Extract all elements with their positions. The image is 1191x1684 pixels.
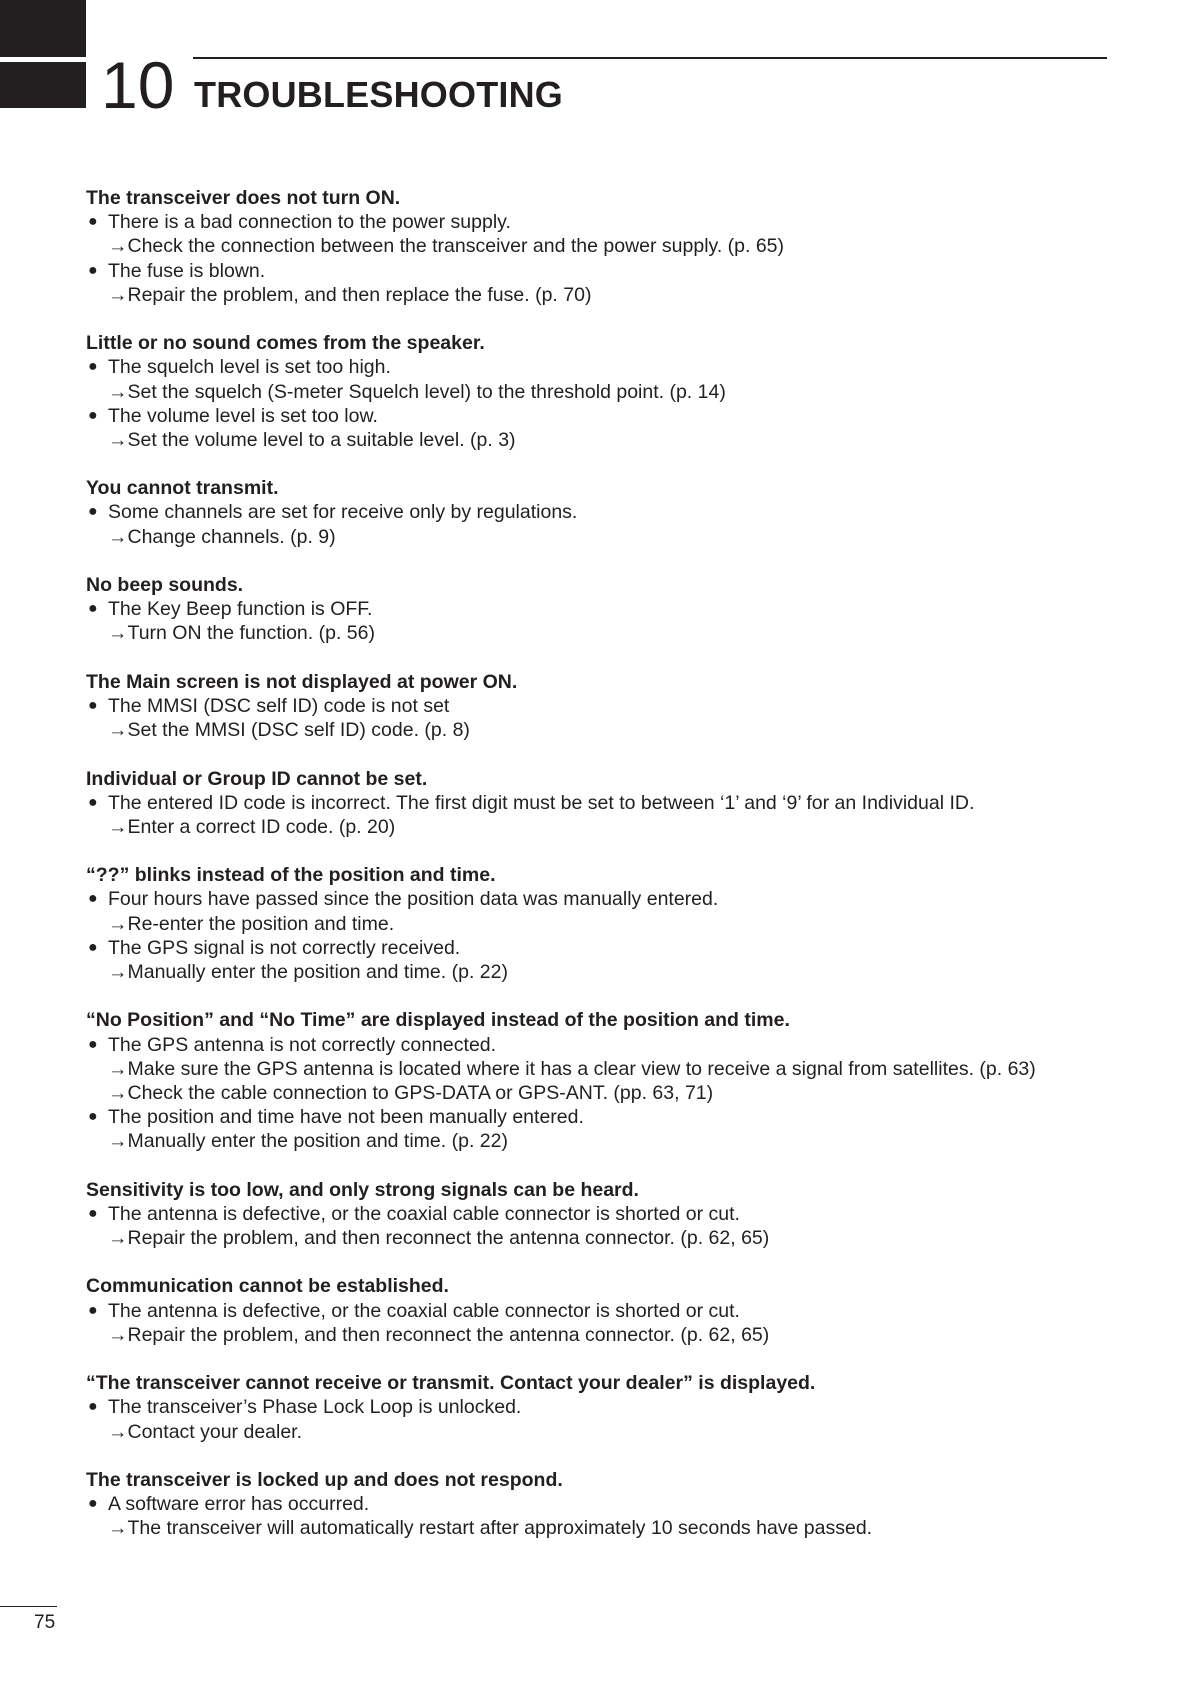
section-gap [86, 307, 1126, 331]
bullet-icon: ● [88, 406, 98, 424]
issue-title: No beep sounds. [86, 574, 244, 596]
section-gap [86, 1250, 1126, 1274]
bullet-icon: ● [88, 1108, 98, 1126]
cause-item [86, 887, 1126, 911]
remedy-text: →Manually enter the position and time. (p. 22) [108, 961, 508, 983]
cause-text: The antenna is defective, or the coaxial cable connector is shorted or cut. [108, 1202, 740, 1225]
chapter-title: TROUBLESHOOTING [194, 74, 563, 115]
remedy-text: →Set the volume level to a suitable level. (p. 3) [108, 428, 516, 451]
section-gap [86, 646, 1126, 670]
section-gap [86, 1444, 1126, 1468]
bullet-icon: ● [88, 1398, 98, 1416]
remedy-text: →Enter a correct ID code. (p. 20) [108, 815, 396, 838]
cause-text: The GPS signal is not correctly received. [108, 936, 461, 959]
cause-text: The transceiver’s Phase Lock Loop is unlocked. [108, 1396, 522, 1419]
issue-title: Communication cannot be established. [86, 1275, 449, 1298]
bullet-icon: ● [88, 213, 98, 231]
cause-text: The volume level is set too low. [108, 404, 378, 427]
remedy-text: →Make sure the GPS antenna is located where it has a clear view to receive a signal from satellites. (p. 63) [108, 1057, 1036, 1080]
cause-text: There is a bad connection to the power supply. [108, 211, 511, 234]
remedy-text: →Set the MMSI (DSC self ID) code. (p. 8) [108, 719, 470, 742]
remedy-text: →Repair the problem, and then reconnect the antenna connector. (p. 62, 65) [108, 1323, 770, 1346]
cause-item [86, 1033, 1126, 1057]
cause-item [86, 791, 1126, 815]
bullet-icon: ● [88, 938, 98, 956]
chapter-tab-bottom [0, 62, 86, 108]
cause-item [86, 1202, 1126, 1226]
bullet-icon: ● [88, 358, 98, 376]
remedy-text: →Contact your dealer. [108, 1420, 303, 1443]
troubleshooting-section [86, 1468, 1126, 1541]
chapter-tab-top [0, 0, 86, 57]
cause-text: The squelch level is set too high. [108, 356, 391, 379]
section-gap [86, 839, 1126, 863]
issue-title: Individual or Group ID cannot be set. [86, 767, 428, 790]
cause-item [86, 259, 1126, 283]
issue-title: The transceiver does not turn ON. [86, 187, 401, 209]
issue-title: “The transceiver cannot receive or transmit. Contact your dealer” is displayed. [86, 1372, 816, 1395]
issue-title: The Main screen is not displayed at power ON. [86, 670, 518, 693]
page-number: 75 [34, 1612, 56, 1633]
troubleshooting-section [86, 573, 1126, 646]
section-gap [86, 549, 1126, 573]
troubleshooting-section [86, 1008, 1126, 1153]
cause-text: The Key Beep function is OFF. [108, 598, 373, 621]
cause-item [86, 1299, 1126, 1323]
troubleshooting-section [86, 476, 1126, 549]
section-gap [86, 452, 1126, 476]
troubleshooting-section [86, 1178, 1126, 1251]
section-gap [86, 1347, 1126, 1371]
issue-title: The transceiver is locked up and does not respond. [86, 1468, 563, 1491]
footer-rule [0, 1606, 57, 1607]
bullet-icon: ● [88, 1301, 98, 1319]
bullet-icon: ● [88, 1035, 98, 1053]
cause-item [86, 694, 1126, 718]
troubleshooting-section [86, 670, 1126, 743]
troubleshooting-section [86, 863, 1126, 984]
remedy-text: →Turn ON the function. (p. 56) [108, 622, 375, 645]
bullet-icon: ● [88, 890, 98, 908]
troubleshooting-list [86, 186, 1126, 1541]
remedy-text: →Check the cable connection to GPS-DATA or GPS-ANT. (pp. 63, 71) [108, 1081, 714, 1104]
cause-text: Four hours have passed since the position data was manually entered. [108, 888, 719, 911]
troubleshooting-section [86, 186, 1126, 307]
cause-item [86, 210, 1126, 234]
cause-text: The position and time have not been manually entered. [108, 1106, 584, 1129]
cause-item [86, 1105, 1126, 1129]
cause-item [86, 500, 1126, 524]
cause-text: Some channels are set for receive only by regulations. [108, 501, 578, 524]
remedy-text: →Repair the problem, and then replace the fuse. (p. 70) [108, 283, 592, 306]
remedy-text: →Manually enter the position and time. (p. 22) [108, 1130, 508, 1153]
issue-title: Little or no sound comes from the speaker. [86, 332, 485, 355]
troubleshooting-section [86, 1274, 1126, 1347]
issue-title: You cannot transmit. [86, 477, 279, 500]
remedy-text: →The transceiver will automatically restart after approximately 10 seconds have passed. [108, 1517, 873, 1540]
bullet-icon: ● [88, 261, 98, 279]
cause-text: The antenna is defective, or the coaxial cable connector is shorted or cut. [108, 1299, 740, 1322]
bullet-icon: ● [88, 793, 98, 811]
cause-text: The MMSI (DSC self ID) code is not set [108, 694, 450, 717]
bullet-icon: ● [88, 696, 98, 714]
bullet-icon: ● [88, 503, 98, 521]
section-gap [86, 742, 1126, 766]
bullet-icon: ● [88, 1204, 98, 1222]
issue-title: “No Position” and “No Time” are displayed instead of the position and time. [86, 1009, 790, 1032]
issue-title: Sensitivity is too low, and only strong signals can be heard. [86, 1178, 639, 1201]
cause-text: The entered ID code is incorrect. The first digit must be set to between ‘1’ and ‘9’ for an Individual ID. [108, 791, 975, 814]
cause-text: The fuse is blown. [108, 259, 266, 282]
remedy-text: →Repair the problem, and then reconnect the antenna connector. (p. 62, 65) [108, 1227, 770, 1250]
bullet-icon: ● [88, 1495, 98, 1513]
cause-item [86, 936, 1126, 960]
section-gap [86, 1154, 1126, 1178]
remedy-text: →Re-enter the position and time. [108, 912, 395, 935]
cause-item [86, 1395, 1126, 1419]
cause-text: The GPS antenna is not correctly connected. [108, 1033, 497, 1056]
chapter-number: 10 [101, 48, 175, 122]
remedy-text: →Check the connection between the transceiver and the power supply. (p. 65) [108, 235, 785, 258]
troubleshooting-section [86, 1371, 1126, 1444]
cause-item [86, 355, 1126, 379]
bullet-icon: ● [88, 600, 98, 618]
cause-item [86, 597, 1126, 621]
issue-title: “??” blinks instead of the position and time. [86, 864, 496, 887]
troubleshooting-section [86, 767, 1126, 840]
section-gap [86, 984, 1126, 1008]
troubleshooting-section [86, 331, 1126, 452]
cause-item [86, 1492, 1126, 1516]
header-rule [193, 57, 1107, 59]
remedy-text: →Change channels. (p. 9) [108, 525, 336, 548]
cause-text: A software error has occurred. [108, 1493, 370, 1516]
cause-item [86, 404, 1126, 428]
remedy-text: →Set the squelch (S-meter Squelch level) to the threshold point. (p. 14) [108, 380, 726, 403]
